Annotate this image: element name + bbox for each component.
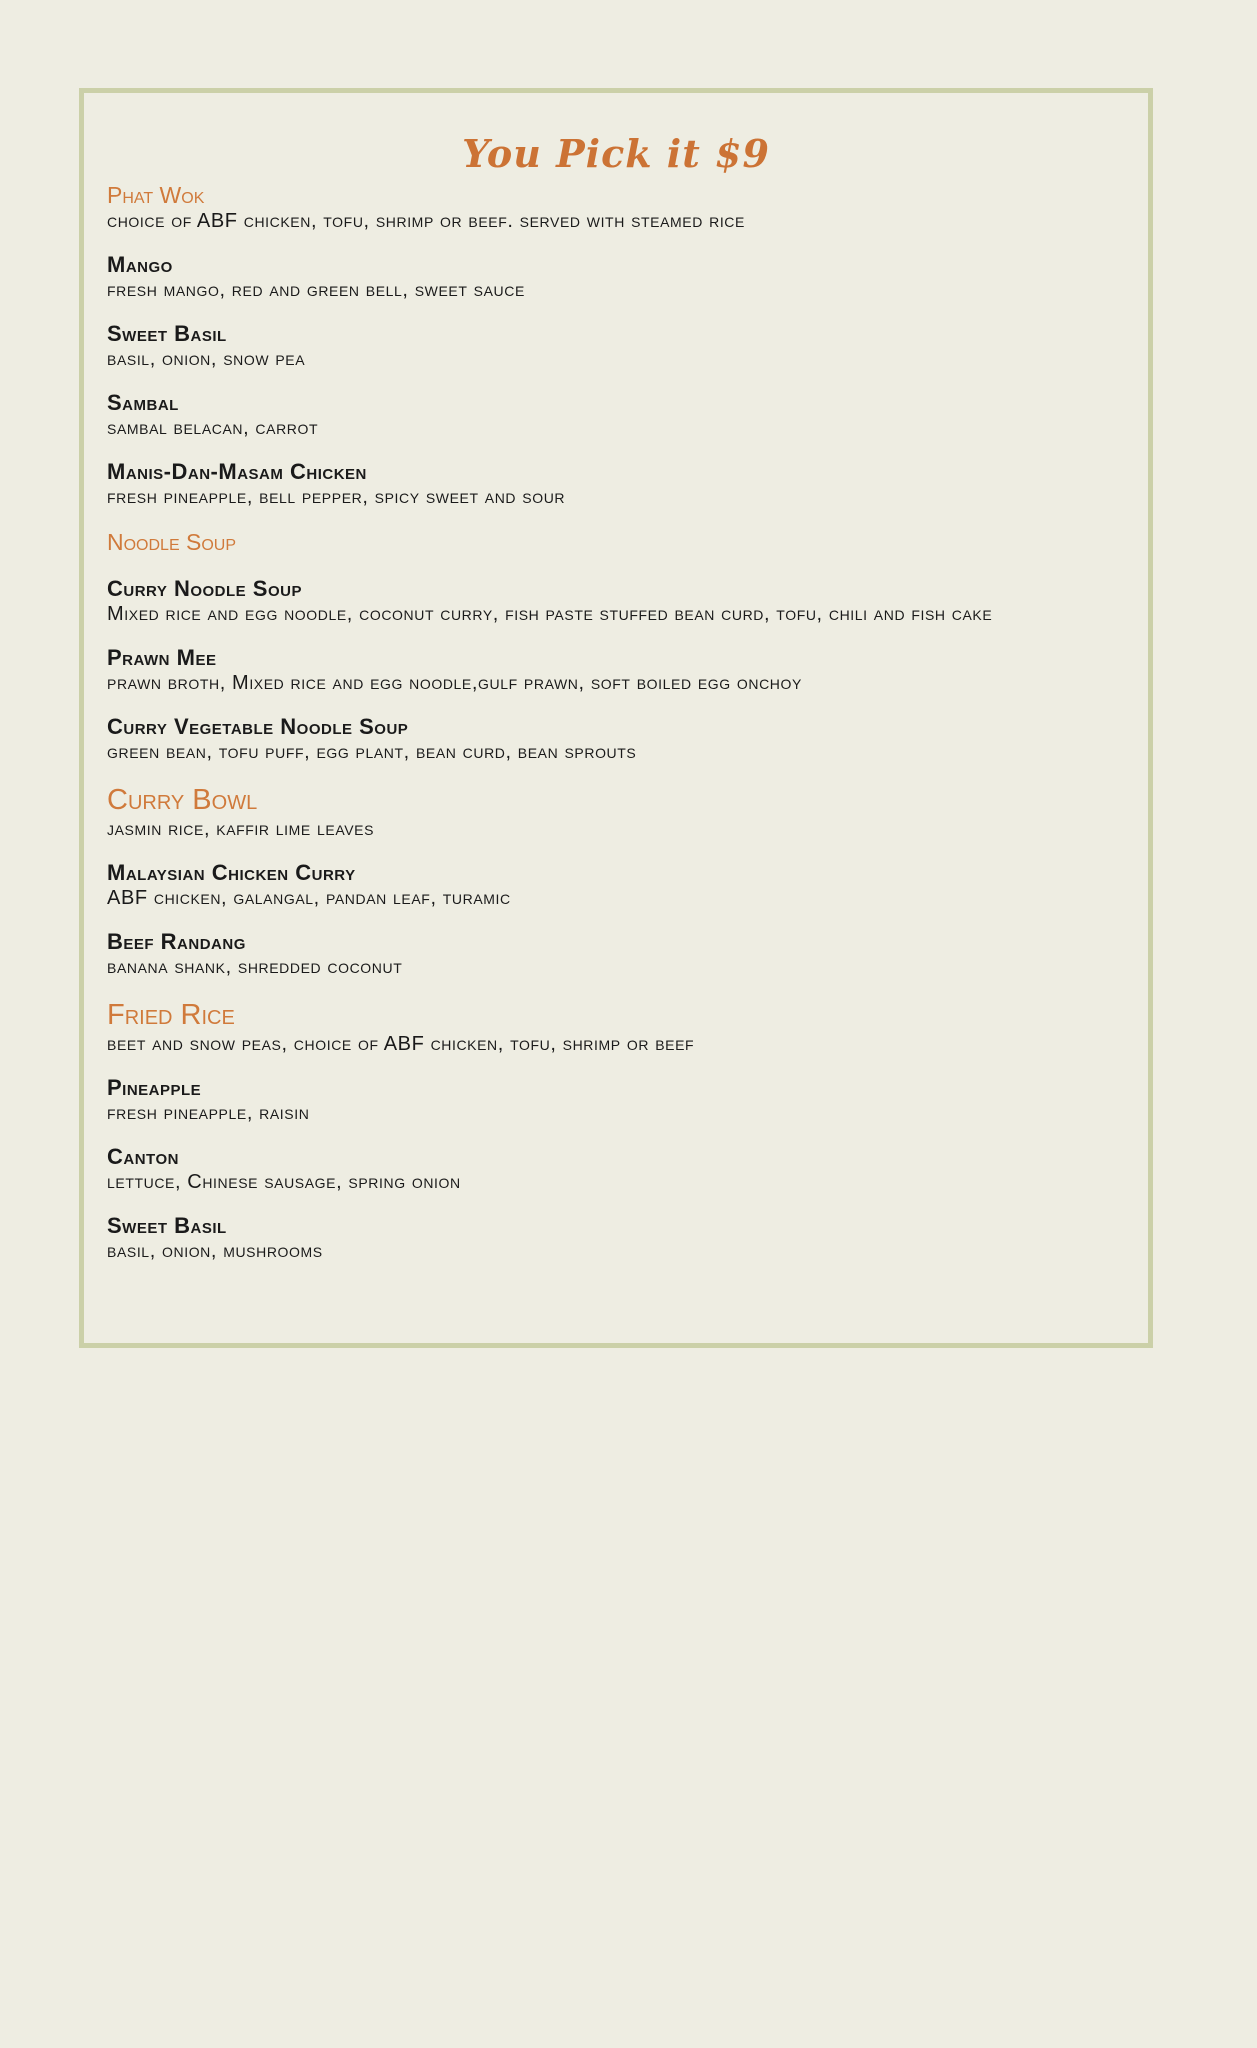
menu-content (107, 181, 1107, 1282)
menu-item (107, 929, 1107, 980)
item-name: Canton (107, 1144, 179, 1169)
section-description: jasmin rice, kaffir lime leaves (107, 818, 375, 840)
item-name: Prawn Mee (107, 645, 217, 670)
menu-item (107, 576, 1107, 627)
section-curry-bowl (107, 783, 1107, 980)
item-description: fresh pineapple, raisin (107, 1102, 310, 1124)
item-name: Mango (107, 252, 173, 277)
item-description: lettuce, Chinese sausage, spring onion (107, 1171, 461, 1193)
menu-item (107, 1144, 1107, 1195)
item-name: Sambal (107, 390, 179, 415)
section-noodle-soup (107, 528, 1107, 765)
section-title: Phat Wok (107, 182, 205, 208)
item-name: Curry Vegetable Noodle Soup (107, 714, 409, 739)
item-name: Malaysian Chicken Curry (107, 860, 356, 885)
item-description: Mixed rice and egg noodle, coconut curry, fish paste stuffed bean curd, tofu, chili and fish cake (107, 603, 993, 625)
section-fried-rice (107, 998, 1107, 1264)
item-description: sambal belacan, carrot (107, 417, 319, 439)
section-title: Fried Rice (107, 999, 235, 1031)
item-name: Manis-Dan-Masam Chicken (107, 459, 367, 484)
menu-item (107, 390, 1107, 441)
menu-item (107, 645, 1107, 696)
menu-title: You Pick it $9 (462, 131, 770, 176)
item-description: fresh pineapple, bell pepper, spicy sweet and sour (107, 486, 566, 508)
menu-item (107, 321, 1107, 372)
item-description: basil, onion, mushrooms (107, 1240, 323, 1262)
section-description: choice of ABF chicken, tofu, shrimp or beef. served with steamed rice (107, 210, 745, 232)
item-description: fresh mango, red and green bell, sweet sauce (107, 279, 525, 301)
menu-item (107, 860, 1107, 911)
menu-item (107, 252, 1107, 303)
menu-item (107, 459, 1107, 510)
item-name: Sweet Basil (107, 321, 227, 346)
item-description: banana shank, shredded coconut (107, 956, 403, 978)
section-phat-wok (107, 181, 1107, 510)
item-name: Sweet Basil (107, 1213, 227, 1238)
section-title: Curry Bowl (107, 784, 258, 816)
item-description: green bean, tofu puff, egg plant, bean curd, bean sprouts (107, 741, 637, 763)
section-description: beet and snow peas, choice of ABF chicken, tofu, shrimp or beef (107, 1033, 695, 1055)
menu-item (107, 1213, 1107, 1264)
item-name: Pineapple (107, 1075, 202, 1100)
section-title: Noodle Soup (107, 529, 237, 555)
item-description: prawn broth, Mixed rice and egg noodle,gulf prawn, soft boiled egg onchoy (107, 672, 802, 694)
item-name: Curry Noodle Soup (107, 576, 302, 601)
item-name: Beef Randang (107, 929, 246, 954)
menu-item (107, 714, 1107, 765)
item-description: ABF chicken, galangal, pandan leaf, turamic (107, 887, 511, 909)
menu-item (107, 1075, 1107, 1126)
item-description: basil, onion, snow pea (107, 348, 306, 370)
